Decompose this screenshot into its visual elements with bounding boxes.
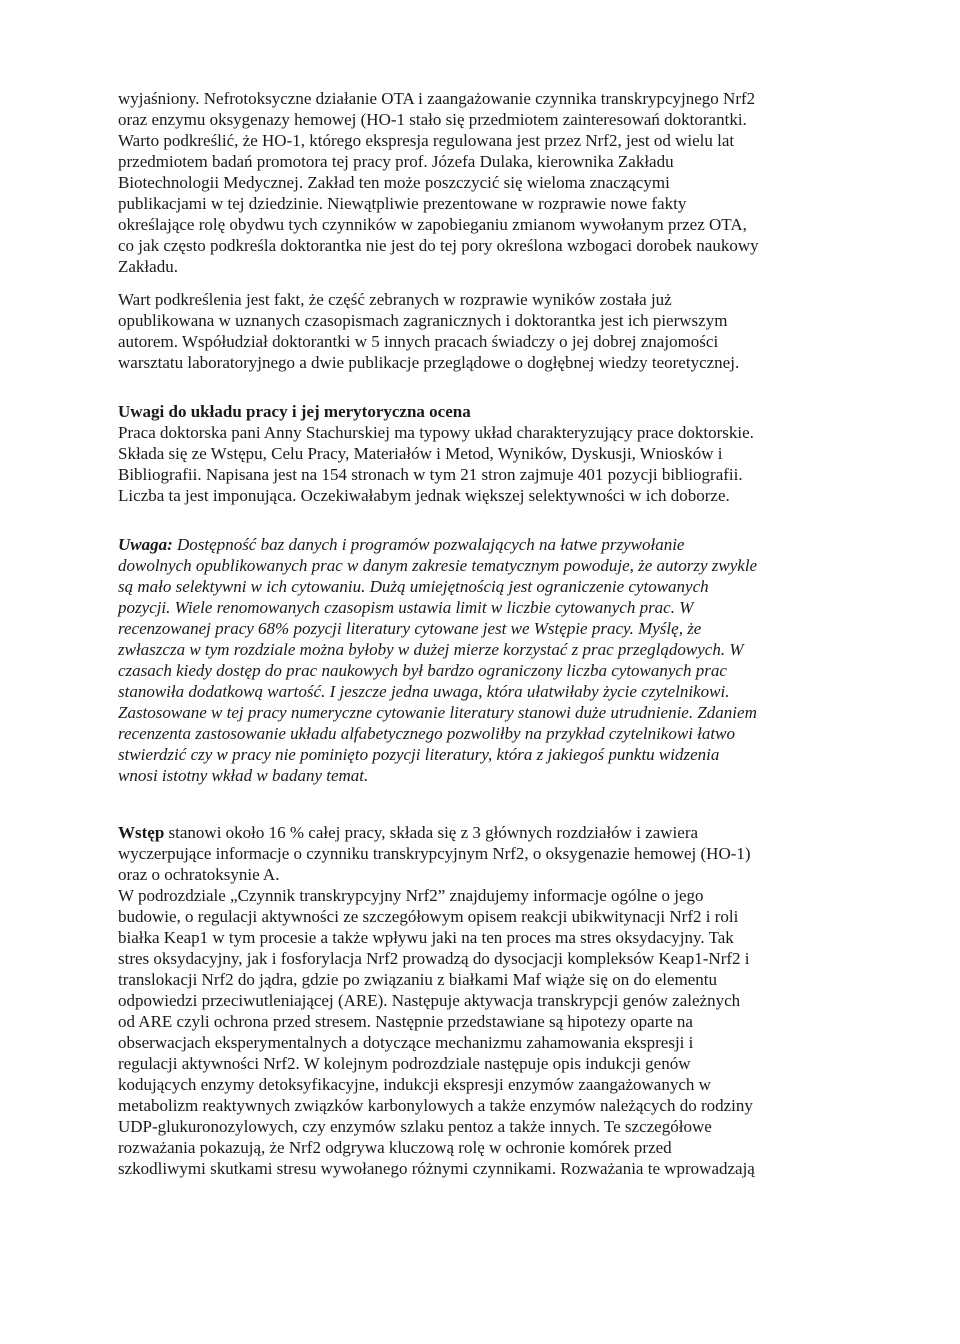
text-line: odpowiedzi przeciwutleniającej (ARE). Następuje aktywacja transkrypcji genów zależnych [118, 991, 741, 1010]
text-line: określające rolę obydwu tych czynników w zapobieganiu zmianom wywołanym przez OTA, [118, 215, 747, 234]
text-line: kodujących enzymy detoksyfikacyjne, indukcji ekspresji enzymów zaangażowanych w [118, 1075, 711, 1094]
text-line: wnosi istotny wkład w badany temat. [118, 766, 369, 785]
text-line: recenzowanej pracy 68% pozycji literatury cytowane jest we Wstępie pracy. Myślę, że [118, 619, 702, 638]
paragraph-note [118, 534, 848, 786]
text-line: translokacji Nrf2 do jądra, gdzie po związaniu z białkami Maf wiąże się on do elementu [118, 970, 718, 989]
text-line: UDP-glukuronozylowych, czy enzymów szlaku pentoz a także innych. Te szczegółowe [118, 1117, 712, 1136]
text-line: stwierdzić czy w pracy nie pominięto pozycji literatury, która z jakiegoś punktu widzenia [118, 745, 720, 764]
text-line: warsztatu laboratoryjnego a dwie publikacje przeglądowe o dogłębnej wiedzy teoretycznej. [118, 353, 740, 372]
text-line: Liczba ta jest imponująca. Oczekiwałabym jednak większej selektywności w ich doborze. [118, 486, 730, 505]
text-line: regulacji aktywności Nrf2. W kolejnym podrozdziale następuje opis indukcji genów [118, 1054, 691, 1073]
text-line: metabolizm reaktywnych związków karbonylowych a także enzymów należących do rodziny [118, 1096, 753, 1115]
inline-label: Wstęp [118, 823, 165, 842]
paragraph-structure [118, 422, 848, 506]
text-line: pozycji. Wiele renomowanych czasopism ustawia limit w liczbie cytowanych prac. W [118, 598, 694, 617]
text-line: wyjaśniony. Nefrotoksyczne działanie OTA i zaangażowanie czynnika transkrypcyjnego Nrf2 [118, 89, 756, 108]
section-heading: Uwagi do układu pracy i jej merytoryczna ocena [118, 402, 471, 421]
text-line: stres oksydacyjny, jak i fosforylacja Nrf2 prowadzą do dysocjacji kompleksów Keap1-Nrf2 i [118, 949, 750, 968]
text-line: Uwaga: Dostępność baz danych i programów pozwalających na łatwe przywołanie [118, 535, 685, 554]
text-line: białka Keap1 w tym procesie a także wpływu jaki na ten proces ma stres oksydacyjny. Tak [118, 928, 734, 947]
text-line: Wstęp stanowi około 16 % całej pracy, składa się z 3 głównych rozdziałów i zawiera [118, 823, 699, 842]
text-line: dowolnych opublikowanych prac w danym zakresie tematycznym powoduje, że autorzy zwykle [118, 556, 758, 575]
text-line: autorem. Współudział doktorantki w 5 innych pracach świadczy o jej dobrej znajomości [118, 332, 719, 351]
text-line: publikacjami w tej dziedzinie. Niewątpliwie prezentowane w rozprawie nowe fakty [118, 194, 687, 213]
text-line: stanowiła dodatkową wartość. I jeszcze jedna uwaga, która ułatwiłaby życie czytelnikowi. [118, 682, 730, 701]
text-line: Wart podkreślenia jest fakt, że część zebranych w rozprawie wyników została już [118, 290, 672, 309]
text-line: Zakładu. [118, 257, 178, 276]
text-line: obserwacjach eksperymentalnych a dotyczące mechanizmu zahamowania ekspresji i [118, 1033, 694, 1052]
text-line: czasach kiedy dostęp do prac naukowych był bardzo ograniczony liczba cytowanych prac [118, 661, 727, 680]
text-line: są mało selektywni w ich cytowaniu. Dużą umiejętnością jest ograniczenie cytowanych [118, 577, 709, 596]
text-line: recenzenta zastosowanie układu alfabetycznego pozwoliłby na przykład czytelnikowi łatwo [118, 724, 735, 743]
text-line: rozważania pokazują, że Nrf2 odgrywa kluczową rolę w ochronie komórek przed [118, 1138, 672, 1157]
text-line: Praca doktorska pani Anny Stachurskiej ma typowy układ charakteryzujący prace doktorskie. [118, 423, 754, 442]
paragraph-publications [118, 289, 848, 373]
text-line: Zastosowane w tej pracy numeryczne cytowanie literatury stanowi duże utrudnienie. Zdaniem [118, 703, 757, 722]
text-line: budowie, o regulacji aktywności ze szczegółowym opisem reakcji ubikwitynacji Nrf2 i roli [118, 907, 739, 926]
paragraph-nrf2-subsection [118, 885, 848, 1179]
text-line: wyczerpujące informacje o czynniku transkrypcyjnym Nrf2, o oksygenazie hemowej (HO-1) [118, 844, 751, 863]
paragraph-nrf2-intro [118, 88, 848, 277]
text-line: oraz o ochratoksynie A. [118, 865, 280, 884]
paragraph-wstep [118, 822, 848, 885]
text-line: opublikowana w uznanych czasopismach zagranicznych i doktorantka jest ich pierwszym [118, 311, 728, 330]
text-line: szkodliwymi skutkami stresu wywołanego różnymi czynnikami. Rozważania te wprowadzają [118, 1159, 755, 1178]
text-line: Bibliografii. Napisana jest na 154 stronach w tym 21 stron zajmuje 401 pozycji bibliografii. [118, 465, 743, 484]
text-line: W podrozdziale „Czynnik transkrypcyjny Nrf2” znajdujemy informacje ogólne o jego [118, 886, 704, 905]
text-line: Składa się ze Wstępu, Celu Pracy, Materiałów i Metod, Wyników, Dyskusji, Wniosków i [118, 444, 723, 463]
text-line: przedmiotem badań promotora tej pracy prof. Józefa Dulaka, kierownika Zakładu [118, 152, 674, 171]
text-line: Biotechnologii Medycznej. Zakład ten może poszczycić się wieloma znaczącymi [118, 173, 670, 192]
text-line: Warto podkreślić, że HO-1, którego ekspresja regulowana jest przez Nrf2, jest od wielu lat [118, 131, 735, 150]
text-line: oraz enzymu oksygenazy hemowej (HO-1 stało się przedmiotem zainteresowań doktorantki. [118, 110, 747, 129]
text-line: zwłaszcza w tym rozdziale można byłoby w dużej mierze korzystać z prac przeglądowych. W [118, 640, 744, 659]
inline-label: Uwaga: [118, 535, 173, 554]
text-line: od ARE czyli ochrona przed stresem. Następnie przedstawiane są hipotezy oparte na [118, 1012, 693, 1031]
text-line: co jak często podkreśla doktorantka nie jest do tej pory określona wzbogaci dorobek naukowy [118, 236, 759, 255]
